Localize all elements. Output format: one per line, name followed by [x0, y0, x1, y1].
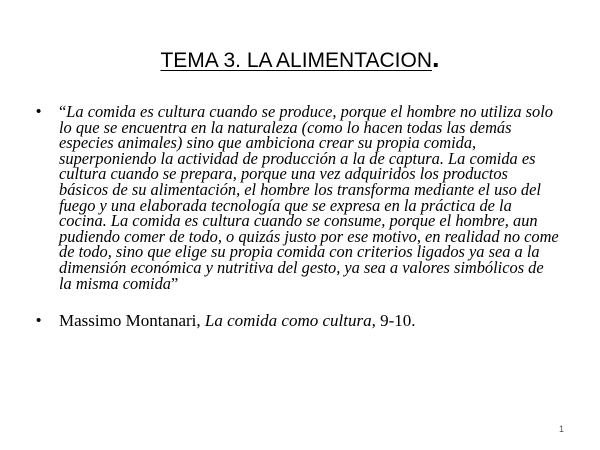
citation-pages: , 9-10.: [371, 311, 416, 331]
slide-title-period: .: [432, 43, 440, 73]
bullet-marker: •: [36, 312, 42, 330]
citation-bullet: [36, 311, 560, 331]
citation-book-title: La comida como cultura: [204, 311, 372, 331]
slide-title: [0, 44, 600, 75]
bullet-list: [36, 104, 560, 331]
page-number: 1: [558, 424, 564, 434]
quote-text: La comida es cultura cuando se produce, porque el hombre no utiliza solo lo que se encuentra en la naturaleza (como lo hacen todas las demás especies animales) sino que ambiciona crear su propia comida, superponiendo la actividad de producción a la de captura. La comida es cultura cuando se prepara, porque una vez adquiridos los productos básicos de su alimentación, el hombre los transforma mediante el uso del fuego y una elaborada tecnología que se expresa en la práctica de la cocina. La comida es cultura cuando se consume, porque el hombre, aun pudiendo comer de todo, o quizás justo por ese motivo, en realidad no come de todo, sino que elige su propia comida con criterios ligados ya sea a la dimensión económica y nutritiva del gesto, ya sea a valores simbólicos de la misma comida: [59, 102, 559, 293]
quote-open-mark: “: [59, 102, 67, 121]
quote-bullet: [36, 104, 560, 291]
bullet-marker: •: [36, 103, 42, 120]
slide-title-text: TEMA 3. LA ALIMENTACION: [160, 49, 432, 72]
quote-close-mark: ”: [171, 273, 179, 293]
citation-author: Massimo Montanari,: [59, 311, 205, 331]
